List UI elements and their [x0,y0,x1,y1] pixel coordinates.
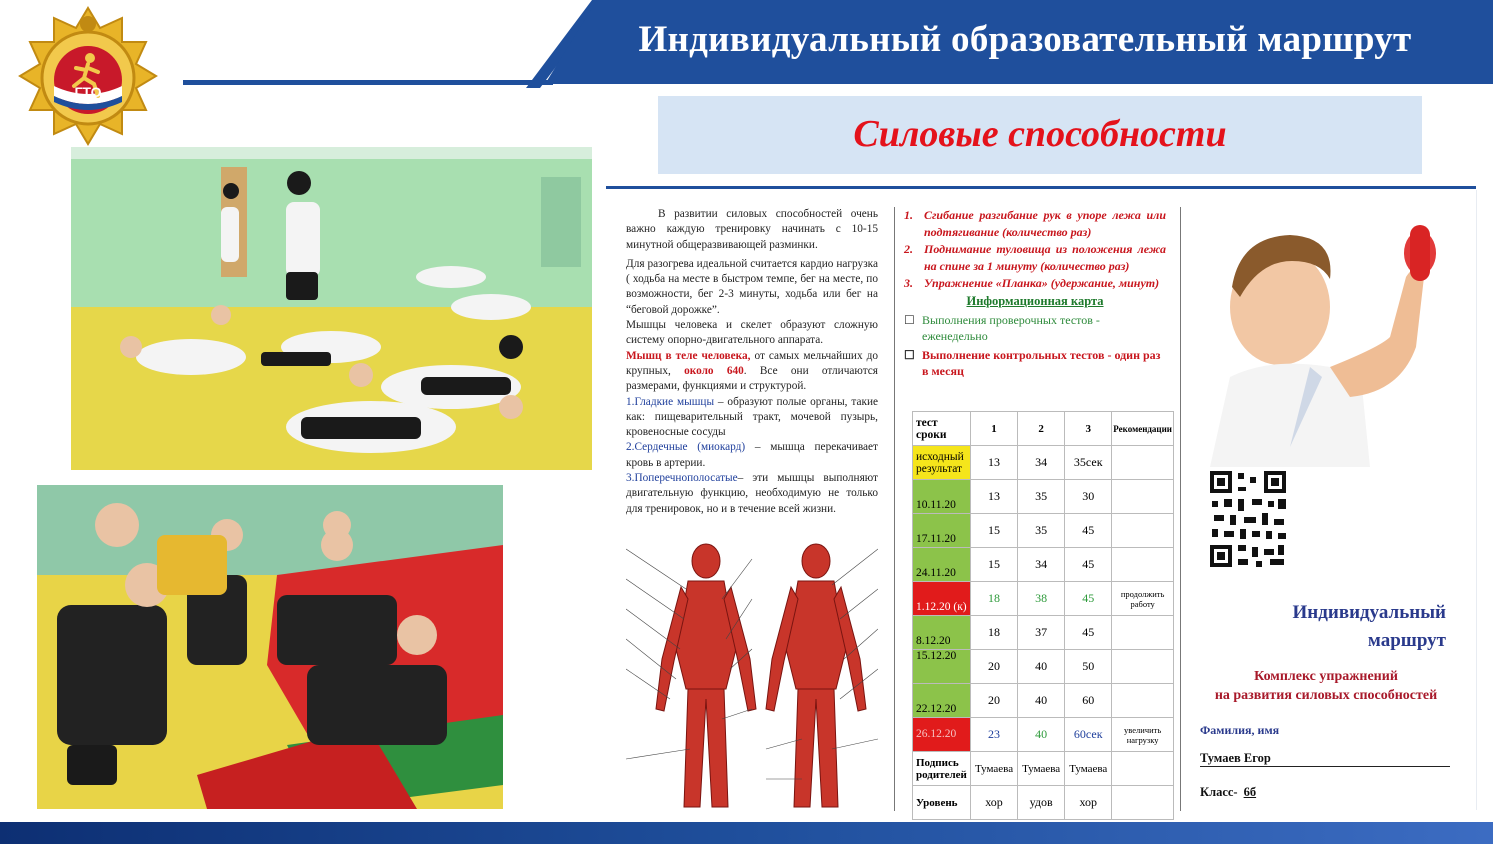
class-field [1200,785,1256,800]
table-cell: 20 [971,650,1018,684]
table-cell-date: 26.12.20 [913,718,971,752]
table-row [913,514,1174,548]
table-cell: 35 [1018,480,1065,514]
table-cell: 40 [1018,684,1065,718]
exercise-text: Упражнение «Планка» (удержание, минут) [924,276,1160,290]
table-cell: 60 [1065,684,1112,718]
text: . Все они отличаются размерами, функциями и структурой. [626,364,878,393]
exercise-item [904,241,1166,274]
checkbox-icon: ☐ [904,347,915,362]
bullet-item [904,312,1166,344]
table-cell-date: 10.11.20 [913,480,971,514]
table-cell: 50 [1065,650,1112,684]
muscle-type: Сердечные (миокард) [634,441,746,454]
paragraph [626,440,878,471]
table-row [913,684,1174,718]
exercise-text: Сгибание разгибание рук в упоре лежа или подтягивание (количество раз) [924,208,1166,239]
cover-subtitle [1196,667,1456,705]
table-cell: хор [1065,786,1112,820]
table-row [913,650,1174,684]
table-row [913,548,1174,582]
exercise-number: 2. [904,242,913,256]
exercise-text: Поднимание туловища из положения лежа на спине за 1 минуту (количество раз) [924,242,1166,273]
text: 3. [626,472,635,485]
name-value: Тумаев Егор [1200,751,1450,767]
table-cell: 60сек [1065,718,1112,752]
table-cell: 13 [971,446,1018,480]
exercise-list [904,207,1166,292]
table-cell-date: 1.12.20 (к) [913,582,971,616]
text: от самых мельчайших до крупных, [626,349,878,377]
table-header: 1 [971,412,1018,446]
table-cell-recommendation: увеличить нагрузку [1112,718,1174,752]
boy-dumbbell-illustration [1210,217,1460,467]
table-cell [1112,786,1174,820]
table-cell-date: 15.12.20 [913,650,971,684]
table-row [913,480,1174,514]
text: – эти мышцы выполняют двигательную функцию, необходимую не только для тренировок, но и в течение всей жизни. [626,472,878,515]
table-cell: 23 [971,718,1018,752]
bullet-item [904,347,1166,379]
table-cell-date: 22.12.20 [913,684,971,718]
table-cell-date: 24.11.20 [913,548,971,582]
table-cell: 35сек [1065,446,1112,480]
paragraph: Для разогрева идеальной считается кардио нагрузка ( ходьба на месте в быстром темпе, бег на месте, по возможности, бег 2-3 минуты, ходьба или бег на “беговой дорожке”. [626,257,878,316]
table-cell: 20 [971,684,1018,718]
table-cell: 45 [1065,616,1112,650]
class-value: 6б [1243,785,1257,799]
table-header-row [913,412,1174,446]
text: – мышца перекачивает кровь в артерии. [626,441,878,469]
column-divider [894,207,895,811]
table-cell: 34 [1018,446,1065,480]
column-divider [1180,207,1181,811]
text: 2. [626,441,635,454]
table-row [913,752,1174,786]
table-cell [1112,616,1174,650]
table-cell: удов [1018,786,1065,820]
table-cell [1112,514,1174,548]
subtitle-box [658,96,1422,174]
table-cell: 40 [1018,718,1065,752]
exercise-number: 1. [904,208,913,222]
footer-band [0,822,1493,844]
table-row [913,616,1174,650]
text: – образуют полые органы, такие как: пищеварительный тракт, мочевой пузырь, кровеносные сосуды [626,395,879,439]
results-table [912,411,1174,820]
table-cell [1112,684,1174,718]
table-cell-date: 8.12.20 [913,616,971,650]
photo-situps [37,485,503,809]
table-cell-date: исходный результат [913,446,971,480]
table-cell: 15 [971,514,1018,548]
table-row [913,786,1174,820]
table-cell-recommendation: продолжить работу [1112,582,1174,616]
table-header: тест сроки [913,412,971,446]
anatomy-illustration [626,539,878,811]
muscle-type: Поперечнополосатые [634,472,738,485]
exercise-number: 3. [904,276,913,290]
exercise-item [904,275,1166,292]
table-cell: 15 [971,548,1018,582]
info-card-title: Информационная карта [966,293,1104,308]
table-header: 3 [1065,412,1112,446]
paragraph [626,471,878,517]
table-cell: 45 [1065,514,1112,548]
paragraph: Мышцы человека и скелет образуют сложную систему опорно-двигательного аппарата. [626,319,878,347]
table-cell [1112,446,1174,480]
table-cell: Тумаева [971,752,1018,786]
paragraph [626,349,878,395]
exercise-item [904,207,1166,240]
table-cell: 37 [1018,616,1065,650]
subtitle: Силовые способности [853,113,1227,155]
brochure-column-plan [904,207,1166,379]
cover-title-line: маршрут [1367,630,1446,651]
table-cell: 18 [971,582,1018,616]
table-cell: Подпись родителей [913,752,971,786]
highlight-text: около 640 [684,364,744,377]
table-header: Рекомендации [1112,412,1174,446]
page-title: Индивидуальный образовательный маршрут [638,19,1412,60]
logo-text: ГТО [74,84,102,100]
bullet-text: Выполнения проверочных тестов - еженедельно [922,312,1100,343]
table-cell: Тумаева [1065,752,1112,786]
table-cell: 30 [1065,480,1112,514]
table-cell: 40 [1018,650,1065,684]
table-cell: хор [971,786,1018,820]
table-cell: 35 [1018,514,1065,548]
table-cell-date: 17.11.20 [913,514,971,548]
cover-subtitle-line: Комплекс упражнений [1254,669,1398,684]
checkbox-icon: ☐ [904,312,915,327]
table-cell: 45 [1065,548,1112,582]
table-cell [1112,650,1174,684]
table-cell: 45 [1065,582,1112,616]
muscle-type: Гладкие мышцы [634,395,715,408]
table-row [913,582,1174,616]
table-cell: 18 [971,616,1018,650]
paragraph: В развитии силовых способностей очень важно каждую тренировку начинать с 10-15 минутной общеразвивающей разминки. [626,208,878,251]
table-cell [1112,548,1174,582]
gto-logo [18,6,158,146]
bullet-text: Выполнение контрольных тестов - один раз в месяц [922,347,1161,378]
table-cell [1112,480,1174,514]
header-line [183,80,553,85]
highlight-text: Мышц в теле человека, [626,349,751,362]
table-cell [1112,752,1174,786]
cover-title-line: Индивидуальный [1292,602,1446,623]
brochure-column-text [626,207,878,517]
table-cell: Тумаева [1018,752,1065,786]
qr-code-icon [1208,469,1288,569]
paragraph [626,395,878,441]
table-row [913,446,1174,480]
table-header: 2 [1018,412,1065,446]
table-row [913,718,1174,752]
cover-title [1206,599,1446,655]
table-cell: Уровень [913,786,971,820]
text: 1. [626,395,635,408]
brochure [606,186,1476,810]
table-cell: 13 [971,480,1018,514]
cover-subtitle-line: на развития силовых способностей [1214,688,1438,703]
photo-pushups [71,147,592,470]
name-label: Фамилия, имя [1200,723,1280,737]
class-label: Класс- [1200,785,1238,799]
table-cell: 38 [1018,582,1065,616]
table-cell: 34 [1018,548,1065,582]
